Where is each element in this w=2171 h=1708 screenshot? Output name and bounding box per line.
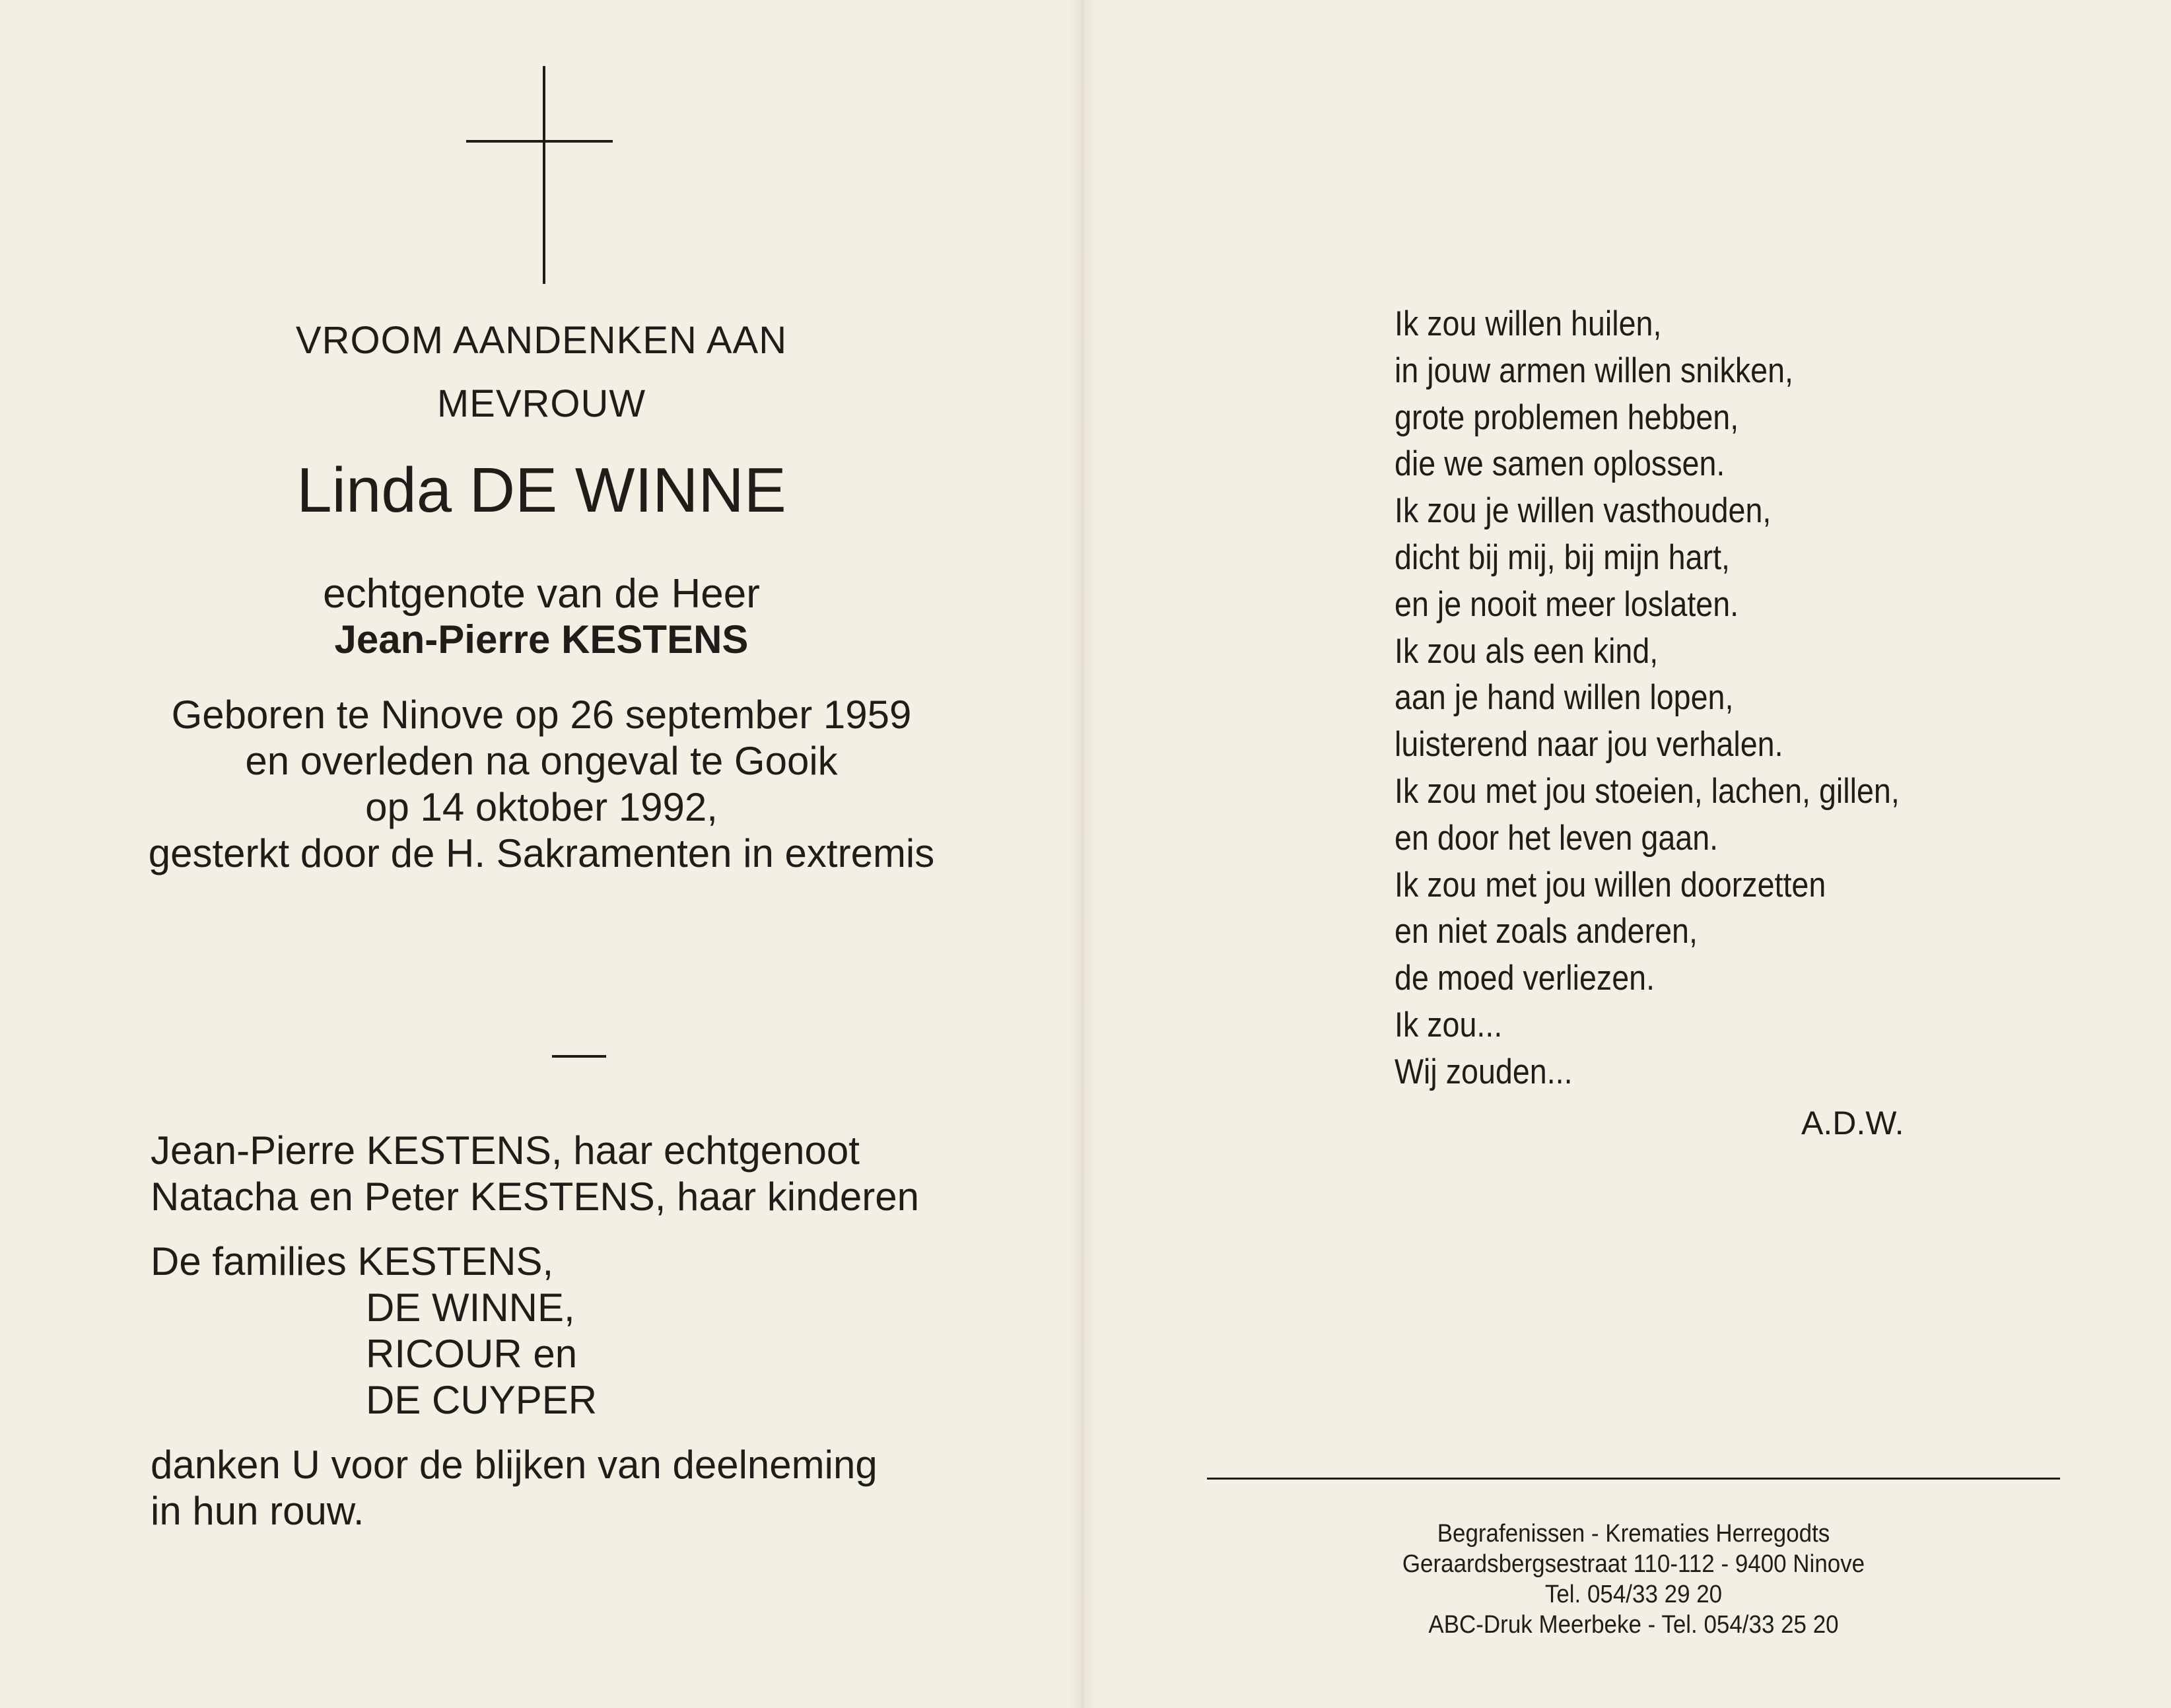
poem-line: Ik zou met jou willen doorzetten [1395,865,1826,905]
poem-line: Ik zou willen huilen, [1395,304,1662,343]
poem-line: Ik zou je willen vasthouden, [1395,491,1772,531]
poem-line: grote problemen hebben, [1395,397,1739,437]
bio-line: op 14 oktober 1992, [365,785,718,829]
poem-line: Ik zou met jou stoeien, lachen, gillen, [1395,771,1900,811]
poem-author: A.D.W. [1801,1105,1904,1142]
mourner-line: Jean-Pierre KESTENS, haar echtgenoot [151,1128,860,1173]
spouse-name: Jean-Pierre KESTENS [334,617,749,662]
printer-footer [1241,1519,2026,1640]
closing-line: in hun rouw. [151,1489,364,1533]
poem-line: aan je hand willen lopen, [1395,678,1734,718]
poem-line: in jouw armen willen snikken, [1395,351,1794,390]
families-intro: De families KESTENS, [151,1239,554,1283]
poem-line: en je nooit meer loslaten. [1395,584,1739,624]
closing-line: danken U voor de blijken van deelneming [151,1443,878,1487]
poem-line: en niet zoals anderen, [1395,912,1698,951]
bio-line: Geboren te Ninove op 26 september 1959 [171,693,912,737]
poem-line: Wij zouden... [1395,1052,1573,1091]
cross-icon-horizontal [466,140,613,143]
poem [1395,301,1900,1096]
mourner-line: Natacha en Peter KESTENS, haar kinderen [151,1175,919,1219]
family-name: DE WINNE, [366,1285,575,1330]
poem-line: die we samen oplossen. [1395,444,1725,484]
deceased-name: Linda DE WINNE [296,455,786,526]
poem-line: Ik zou... [1395,1005,1503,1044]
left-panel [0,0,1083,1708]
footer-line: Begrafenissen - Krematies Herregodts [1437,1520,1830,1548]
memorial-heading: VROOM AANDENKEN AAN [295,319,788,362]
cross-icon-vertical [543,66,545,284]
poem-line: dicht bij mij, bij mijn hart, [1395,537,1731,577]
poem-line: de moed verliezen. [1395,959,1655,998]
family-name: DE CUYPER [366,1378,598,1422]
family-name: RICOUR en [366,1332,578,1376]
footer-line: ABC-Druk Meerbeke - Tel. 054/33 25 20 [1428,1611,1839,1639]
spouse-intro: echtgenote van de Heer [323,571,760,617]
bio-line: gesterkt door de H. Sakramenten in extremis [148,831,935,875]
separator-dash [552,1055,606,1058]
footer-rule [1207,1478,2060,1480]
bio-line: en overleden na ongeval te Gooik [245,739,838,783]
poem-line: luisterend naar jou verhalen. [1395,725,1783,765]
poem-line: Ik zou als een kind, [1395,631,1659,671]
poem-line: en door het leven gaan. [1395,818,1719,858]
memorial-title: MEVROUW [436,382,646,425]
footer-line: Geraardsbergsestraat 110-112 - 9400 Ninove [1402,1550,1865,1578]
footer-line: Tel. 054/33 29 20 [1544,1581,1723,1608]
